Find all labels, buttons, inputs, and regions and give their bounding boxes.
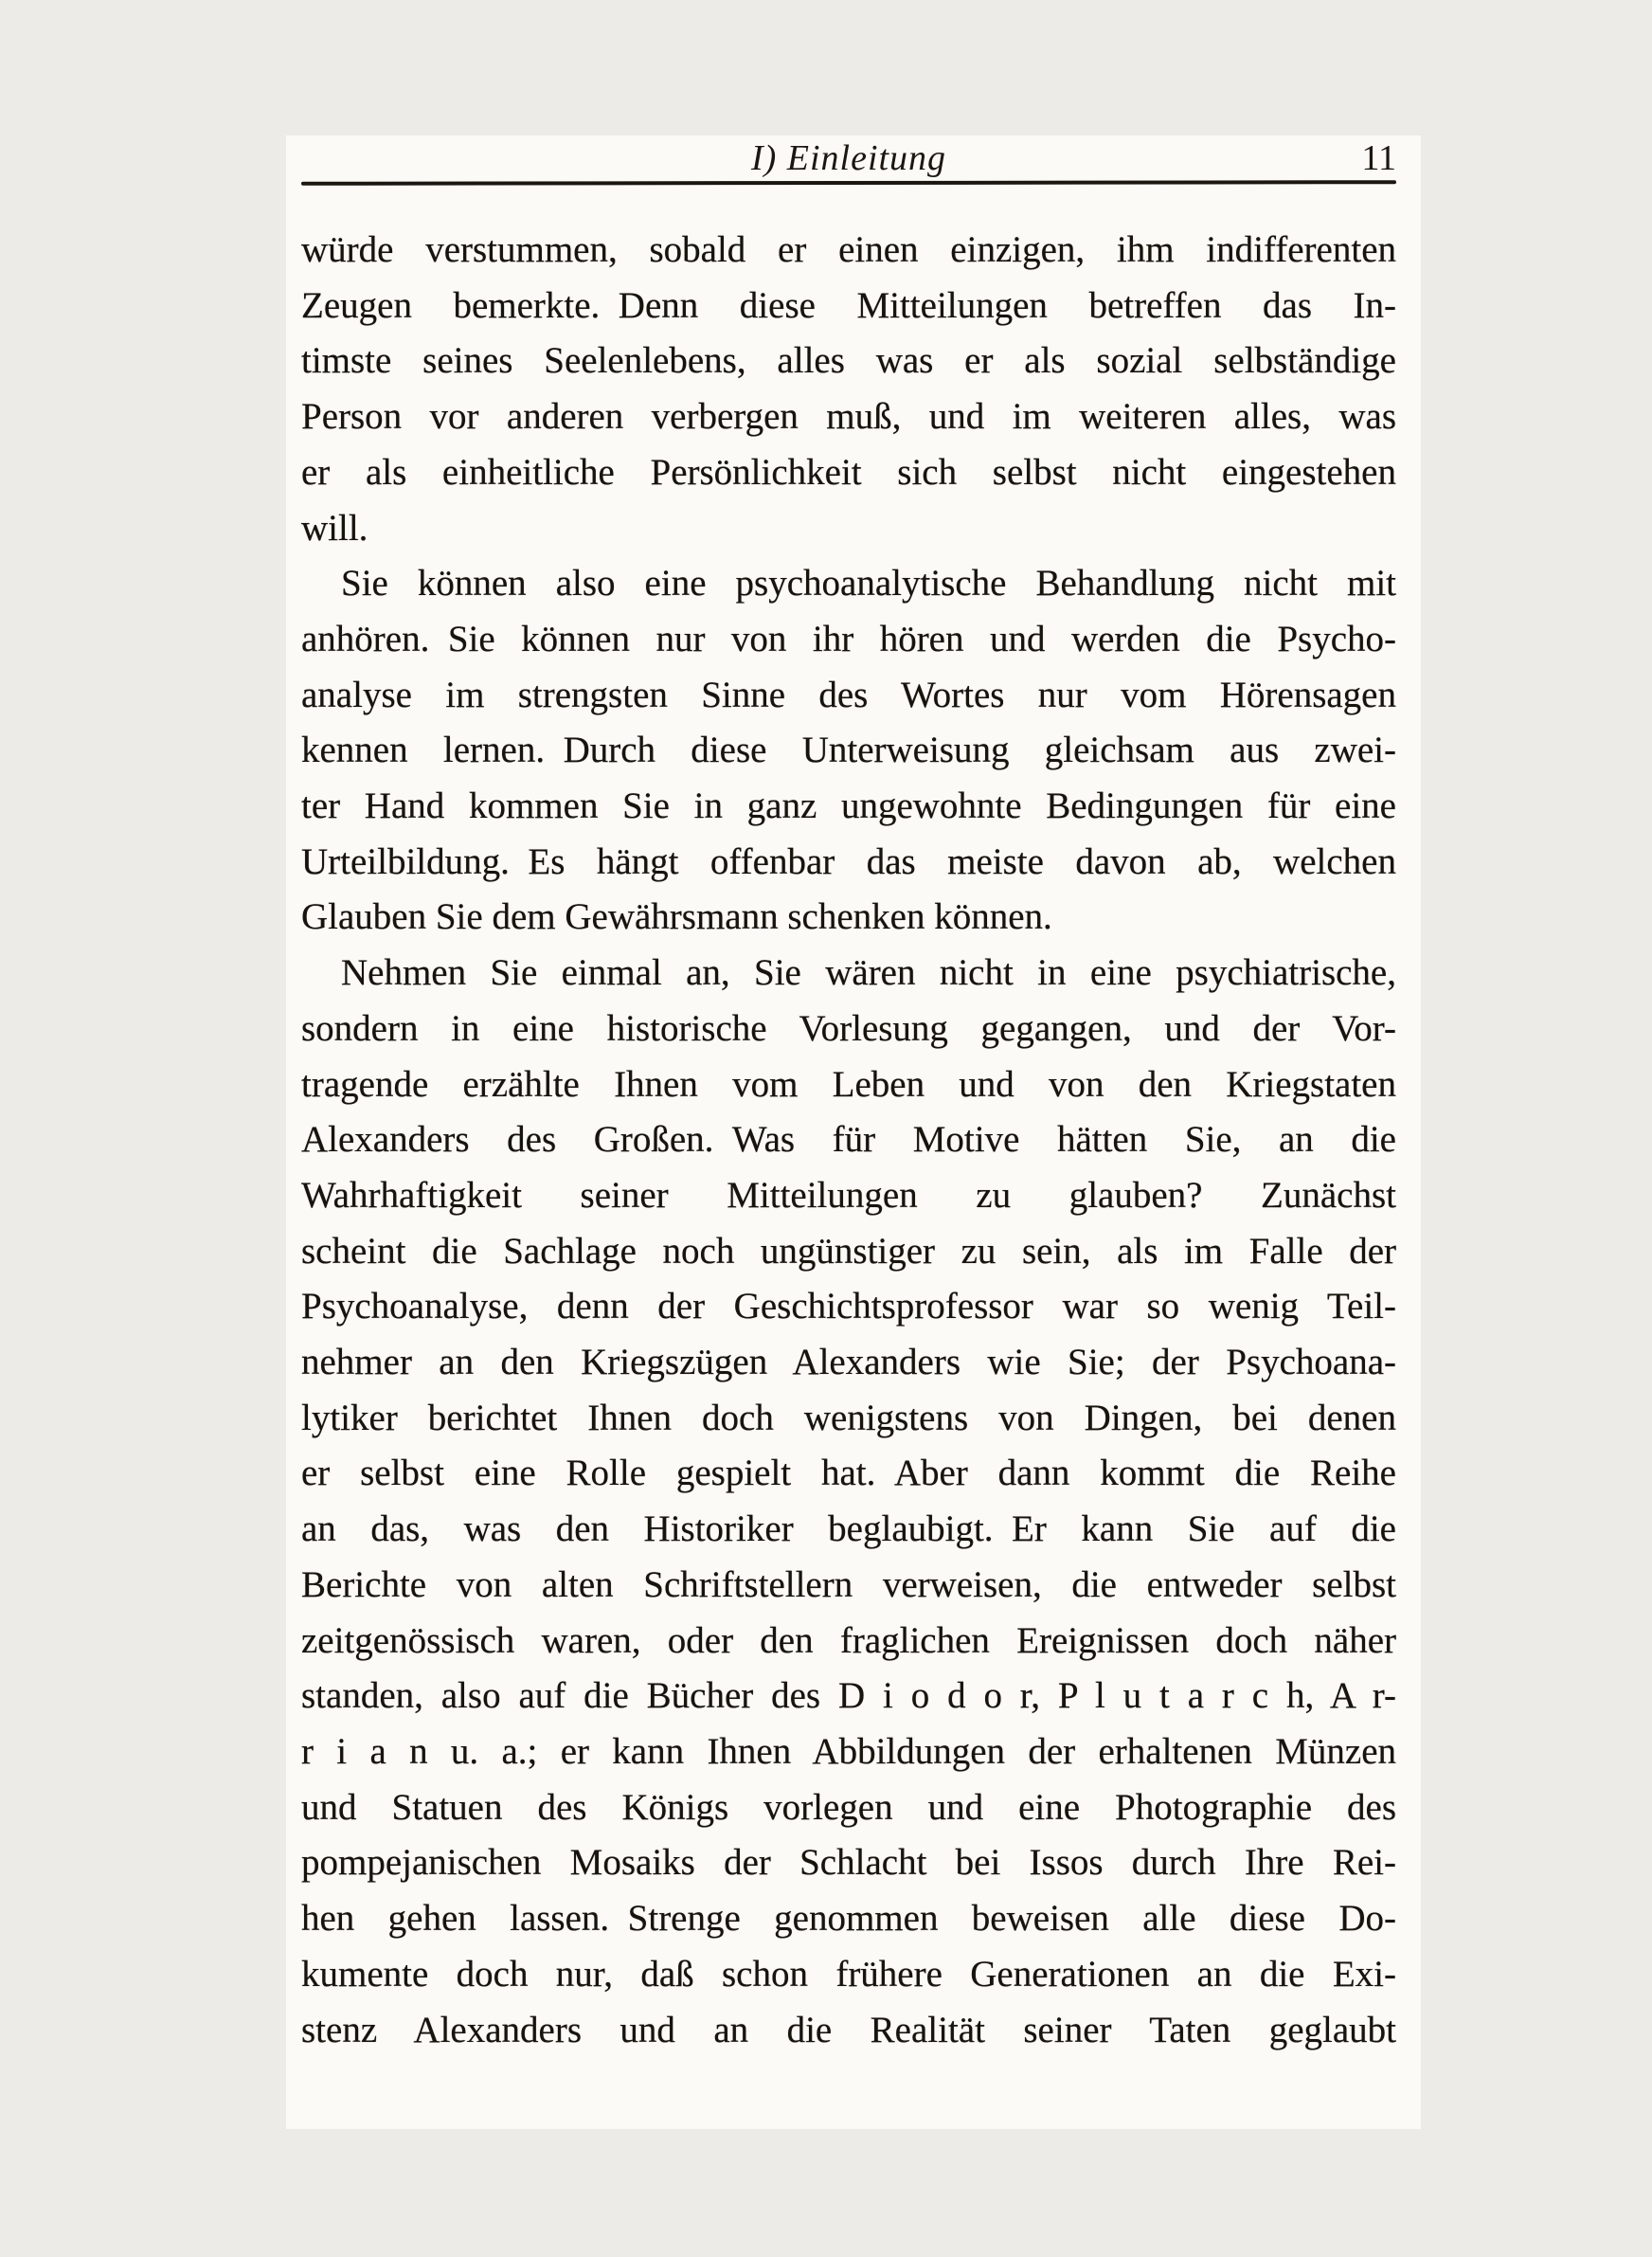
text-line: sondern in eine historische Vorlesung gegangen, und der Vor- xyxy=(301,1007,1396,1049)
text-line: Sie können also eine psychoanalytische Behandlung nicht mit xyxy=(341,563,1396,605)
text-line: Alexanders des Großen. Was für Motive hätten Sie, an die xyxy=(301,1119,1396,1161)
text-line: r i a n u. a.; er kann Ihnen Abbildungen der erhaltenen Münzen xyxy=(301,1730,1396,1772)
text-line: stenz Alexanders und an die Realität seiner Taten geglaubt xyxy=(301,2009,1396,2050)
text-line: standen, also auf die Bücher des D i o d o r, P l u t a r c h, A r- xyxy=(301,1675,1396,1717)
text-line: ter Hand kommen Sie in ganz ungewohnte Bedingungen für eine xyxy=(301,785,1396,827)
text-line: hen gehen lassen. Strenge genommen beweisen alle diese Do- xyxy=(301,1898,1396,1940)
text-line: will. xyxy=(301,507,368,549)
text-line: pompejanischen Mosaiks der Schlacht bei Issos durch Ihre Rei- xyxy=(301,1842,1396,1884)
text-line: an das, was den Historiker beglaubigt. Er kann Sie auf die xyxy=(301,1508,1396,1550)
text-line: er selbst eine Rolle gespielt hat. Aber dann kommt die Reihe xyxy=(301,1453,1396,1494)
text-line: Glauben Sie dem Gewährsmann schenken können. xyxy=(301,896,1052,938)
text-line: timste seines Seelenlebens, alles was er als sozial selbständige xyxy=(301,340,1396,382)
text-line: Urteilbildung. Es hängt offenbar das meiste davon ab, welchen xyxy=(301,840,1396,882)
text-line: kennen lernen. Durch diese Unterweisung gleichsam aus zwei- xyxy=(301,730,1396,771)
running-head-section-title: I) Einleitung xyxy=(750,138,947,178)
text-line: Nehmen Sie einmal an, Sie wären nicht in eine psychiatrische, xyxy=(341,952,1396,994)
text-line: Wahrhaftigkeit seiner Mitteilungen zu glauben? Zunächst xyxy=(301,1174,1396,1216)
text-line: tragende erzählte Ihnen vom Leben und von den Kriegstaten xyxy=(301,1063,1396,1105)
text-line: Person vor anderen verbergen muß, und im weiteren alles, was xyxy=(301,396,1396,438)
text-line: analyse im strengsten Sinne des Wortes nur vom Hörensagen xyxy=(301,674,1396,715)
text-line: zeitgenössisch waren, oder den fraglichen Ereignissen doch näher xyxy=(301,1619,1396,1661)
page-header xyxy=(301,137,1396,181)
text-line: und Statuen des Königs vorlegen und eine Photographie des xyxy=(301,1786,1396,1828)
text-line: scheint die Sachlage noch ungünstiger zu sein, als im Falle der xyxy=(301,1230,1396,1272)
header-divider-rule xyxy=(301,180,1396,186)
text-line: nehmer an den Kriegszügen Alexanders wie Sie; der Psychoana- xyxy=(301,1342,1396,1383)
book-page-scan xyxy=(286,135,1421,2129)
text-line: Berichte von alten Schriftstellern verweisen, die entweder selbst xyxy=(301,1563,1396,1605)
text-line: Zeugen bemerkte. Denn diese Mitteilungen betreffen das In- xyxy=(301,284,1396,326)
text-line: anhören. Sie können nur von ihr hören und werden die Psycho- xyxy=(301,618,1396,659)
text-line: würde verstummen, sobald er einen einzigen, ihm indifferenten xyxy=(301,229,1396,270)
text-line: Psychoanalyse, denn der Geschichtsprofessor war so wenig Teil- xyxy=(301,1286,1396,1327)
text-line: lytiker berichtet Ihnen doch wenigstens von Dingen, bei denen xyxy=(301,1397,1396,1438)
body-text xyxy=(301,223,1396,2058)
text-line: er als einheitliche Persönlichkeit sich selbst nicht eingestehen xyxy=(301,451,1396,493)
text-line: kumente doch nur, daß schon frühere Generationen an die Exi- xyxy=(301,1953,1396,1995)
page-number: 11 xyxy=(1361,138,1396,178)
